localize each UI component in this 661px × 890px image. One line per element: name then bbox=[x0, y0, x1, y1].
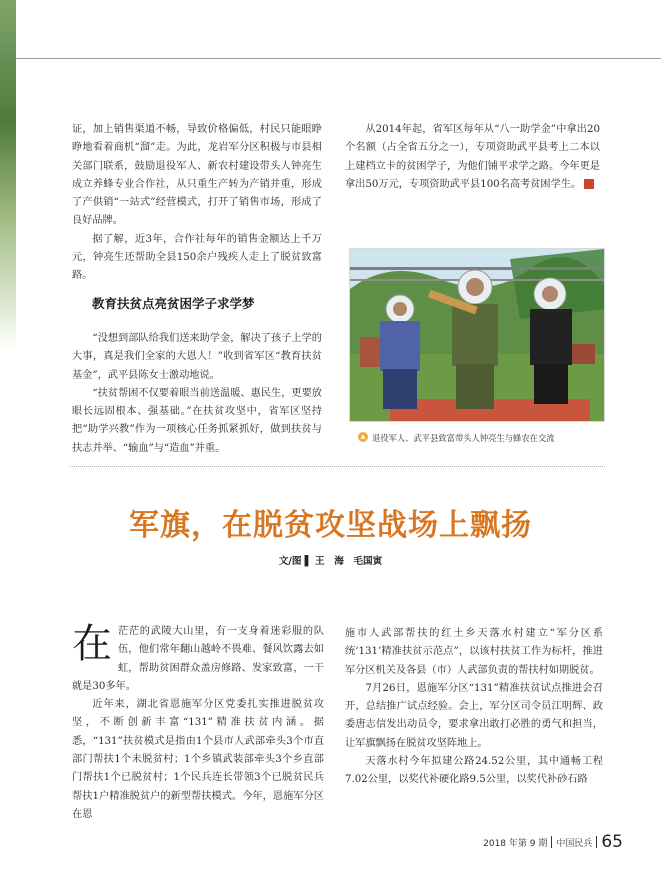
lead-text: 茫茫的武陵大山里，有一支身着迷彩服的队伍，他们常年翻山越岭不畏难、餐风饮露去如虹，帮助贫困群众盖房修路、发家致富，一干就是30多年。 bbox=[72, 626, 324, 692]
magazine-name: 中国民兵 bbox=[556, 838, 593, 849]
decorative-side-strip bbox=[0, 0, 16, 350]
upper-left-column bbox=[72, 121, 322, 286]
byline bbox=[0, 553, 661, 567]
paragraph: 天落水村今年拟建公路24.52公里，其中通畅工程7.02公里，以奖代补硬化路9.5公里，以奖代补砂石路 bbox=[345, 756, 603, 786]
footer-divider bbox=[551, 836, 552, 848]
dropcap: 在 bbox=[72, 621, 112, 667]
paragraph bbox=[345, 121, 612, 194]
footer-divider bbox=[596, 836, 597, 848]
byline-label: 文/图 bbox=[278, 556, 302, 567]
photo-caption bbox=[360, 432, 622, 444]
paragraph: 近年来，湖北省恩施军分区党委扎实推进脱贫攻坚，不断创新丰富“131”精准扶贫内涵。据悉，“131”扶贫模式是指由1个县市人武部牵头3个市直部门帮扶1个未脱贫村；1个乡镇武装部牵头3个乡直部门帮扶1个已脱贫村；1个民兵连长带领3个已脱贫民兵帮扶1户精准脱贫户的新型帮扶模式。今年，恩施军分区在恩 bbox=[72, 699, 324, 820]
paragraph: 证，加上销售渠道不畅，导致价格偏低，村民只能眼睁睁地看着商机“溜”走。为此，龙岩军分区积极与市县相关部门联系，鼓励退役军人、新农村建设带头人钟亮生成立养蜂专业合作社，从只重生产转为产销并重，形成了产供销“一站式”经营模式，打开了销售市场，形成了良好品牌。 bbox=[72, 124, 322, 227]
paragraph: 施市人武部帮扶的红土乡天落水村建立“军分区系统‘131’精准扶贫示范点”，以该村扶贫工作为标杆，推进军分区机关及各县（市）人武部负责的帮扶村如期脱贫。 bbox=[345, 628, 603, 676]
byline-separator: ▌ bbox=[304, 556, 316, 567]
top-rule bbox=[16, 58, 661, 59]
byline-authors: 王 海 毛国寅 bbox=[315, 556, 383, 567]
issue-label: 2018 年第 9 期 bbox=[483, 838, 548, 849]
page-footer bbox=[483, 832, 623, 852]
page-number: 65 bbox=[601, 832, 623, 852]
caption-marker-icon: ▲ bbox=[358, 432, 368, 442]
section-heading: 教育扶贫点亮贫困学子求学梦 bbox=[92, 296, 255, 311]
paragraph: 7月26日，恩施军分区“131”精准扶贫试点推进会召开，总结推广试点经验。会上，军分区司令员江明辉、政委唐志信发出动员令，要求拿出敢打必胜的勇气和担当，让军旗飘扬在脱贫攻坚阵地上。 bbox=[345, 682, 603, 749]
body-right-column bbox=[345, 625, 603, 790]
paragraph-text: 从2014年起，省军区每年从“八一助学金”中拿出20个名额（占全省五分之一），专项资助武平县考上二本以上建档立卡的贫困学子，为他们铺平求学之路。今年更是拿出50万元，专项资助武平县100名高考贫困学生。 bbox=[345, 124, 600, 190]
paragraph: 据了解，近3年，合作社每年的销售金额达上千万元，钟亮生还帮助全县150余户残疾人走上了脱贫致富路。 bbox=[72, 233, 322, 282]
paragraph: “没想到部队给我们送来助学金，解决了孩子上学的大事，真是我们全家的大恩人！”收到省军区“教育扶贫基金”，武平县陈女士激动地说。 bbox=[72, 333, 322, 381]
end-mark-icon: 军 bbox=[584, 179, 594, 189]
upper-right-column bbox=[345, 121, 612, 194]
section-divider bbox=[70, 466, 605, 467]
beekeeping-photo bbox=[349, 248, 605, 422]
lead-paragraph bbox=[72, 623, 324, 696]
photo-illustration bbox=[350, 249, 604, 421]
education-section bbox=[72, 330, 322, 458]
body-left-column bbox=[72, 623, 324, 824]
article-headline: 军旗，在脱贫攻坚战场上飘扬 bbox=[129, 508, 532, 543]
caption-text: 退役军人、武平县致富带头人钟亮生与蜂农在交流 bbox=[372, 433, 555, 443]
paragraph: “扶贫帮困不仅要着眼当前送温暖、惠民生，更要放眼长远固根本、强基础。”在扶贫攻坚中，省军区坚持把“助学兴教”作为一项核心任务抓紧抓好，做到扶贫与扶志并举、“输血”与“造血”并重。 bbox=[72, 387, 322, 454]
